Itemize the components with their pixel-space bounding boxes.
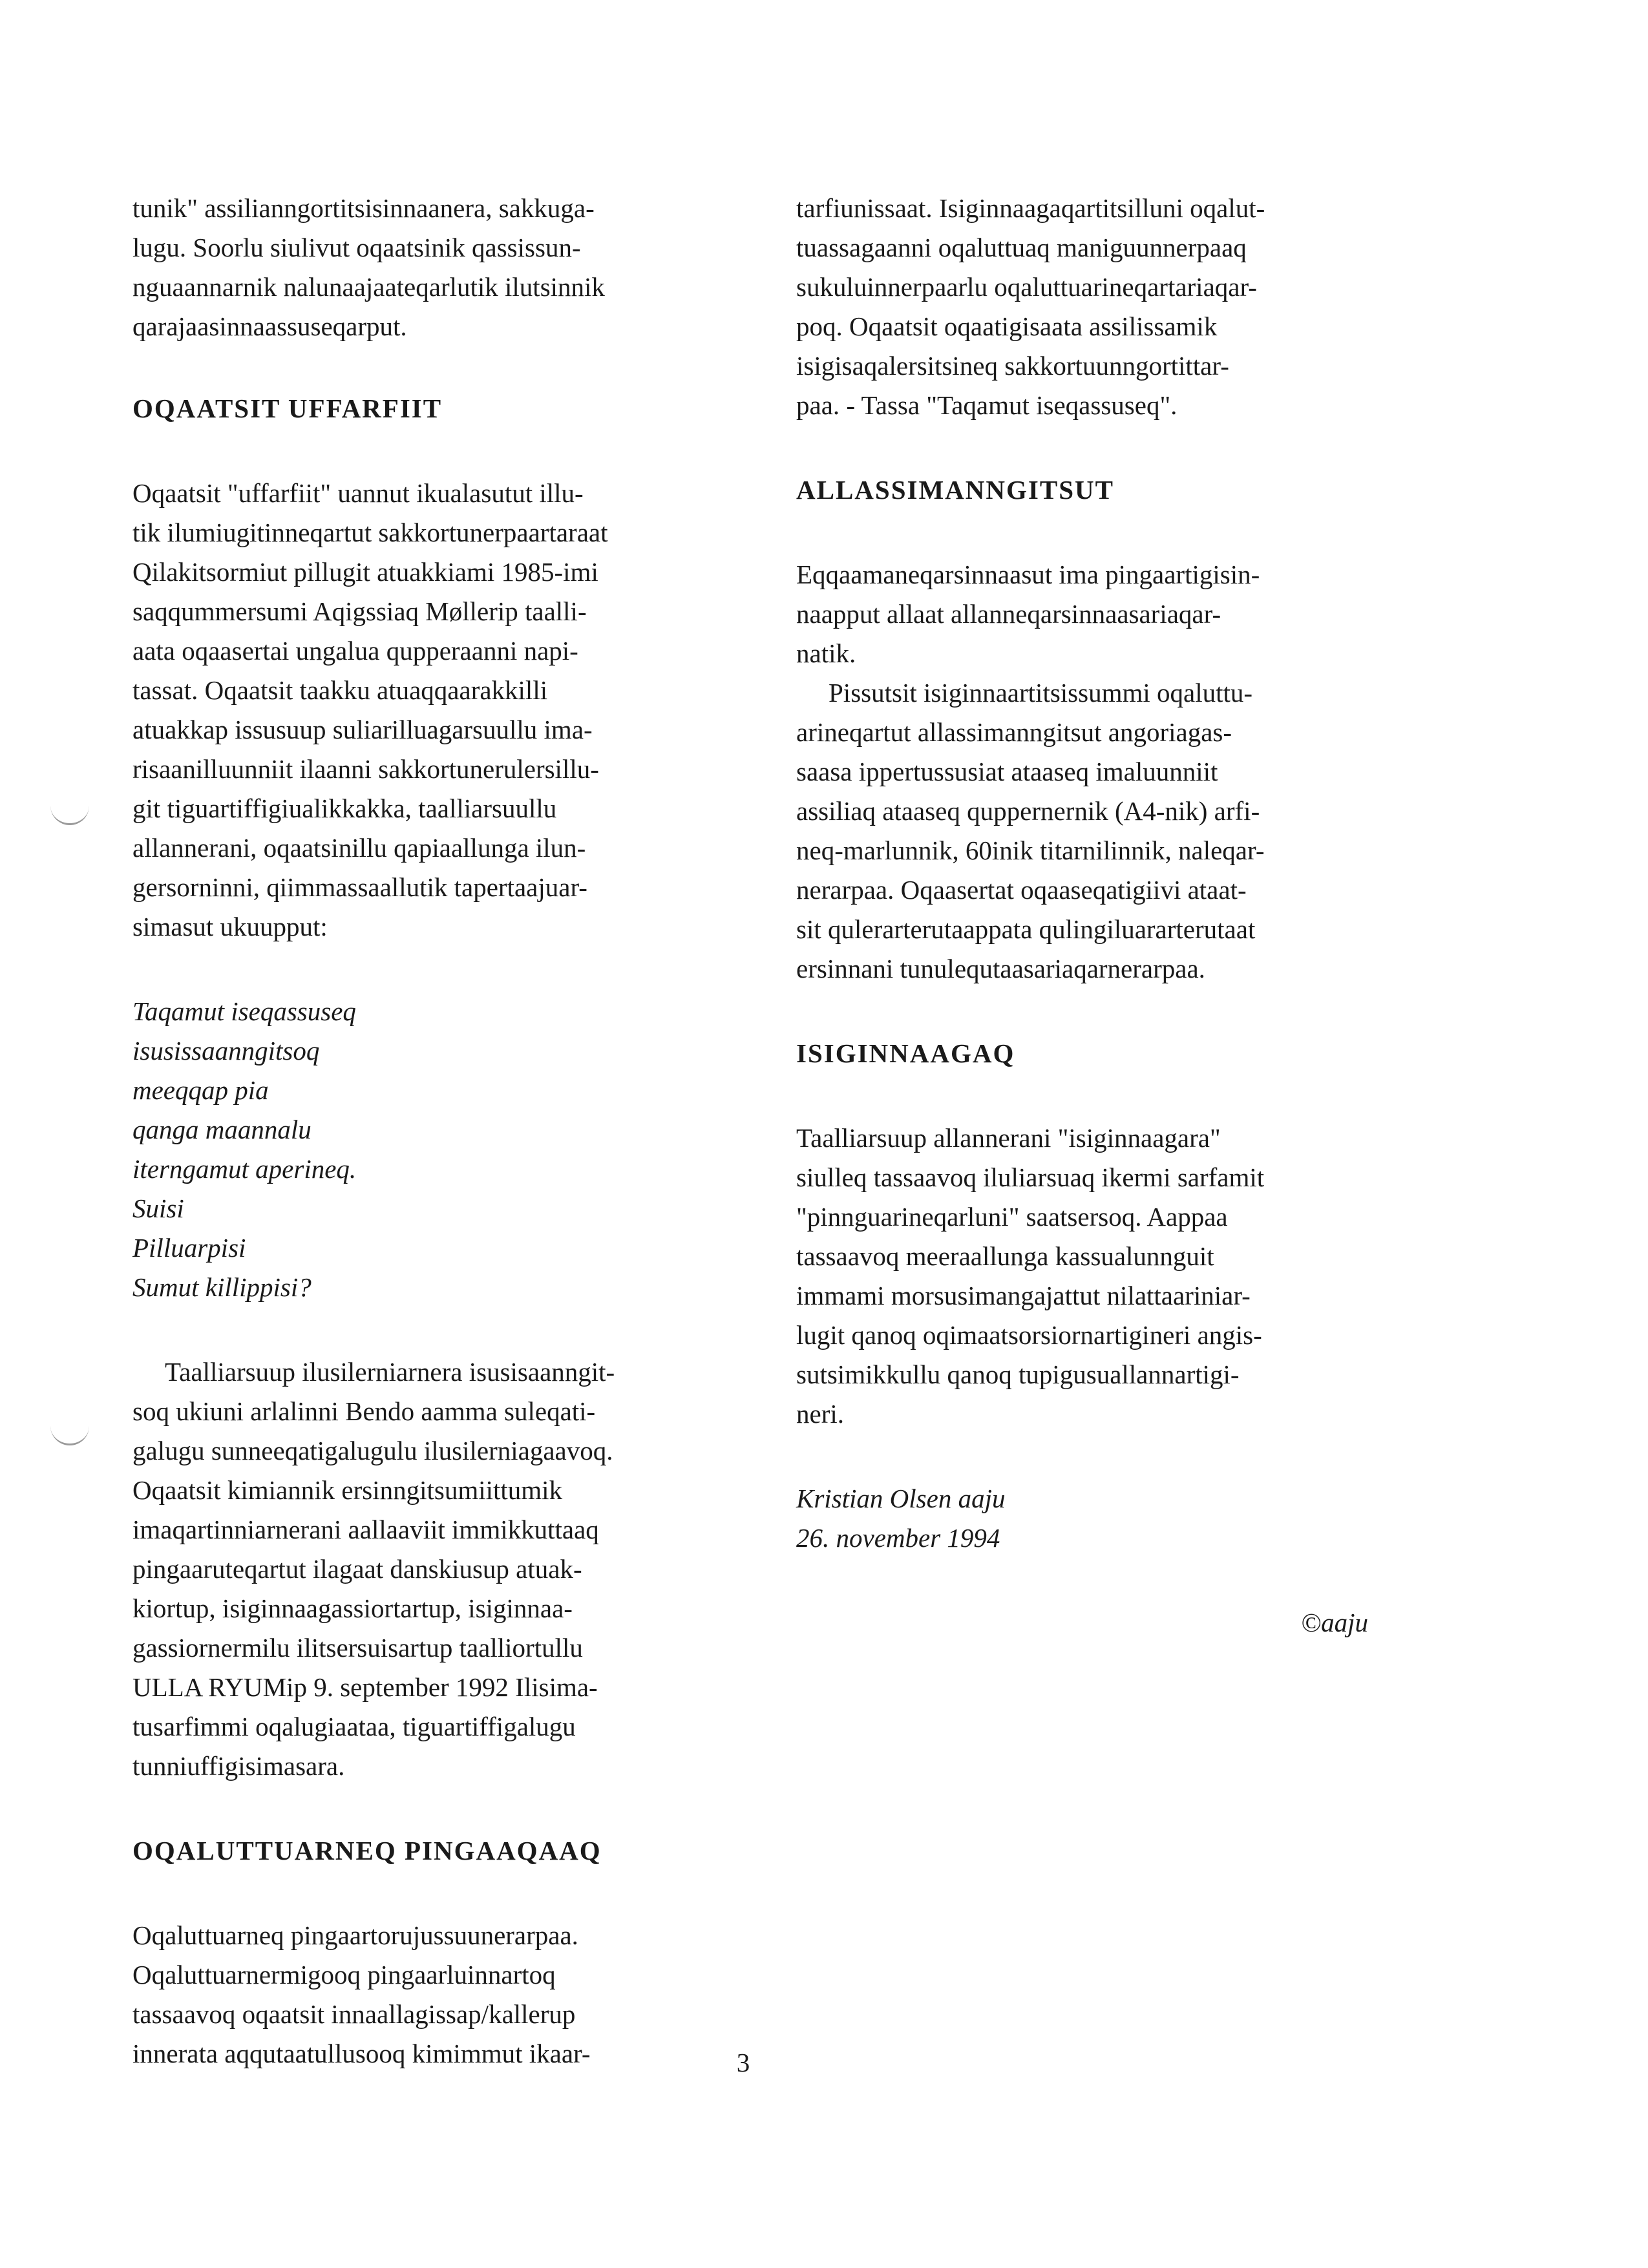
- text-line: siulleq tassaavoq iluliarsuaq ikermi sarfamit: [796, 1162, 1265, 1192]
- text-line: neri.: [796, 1399, 844, 1429]
- text-line: atuakkap issusuup suliarilluagarsuullu ima-: [132, 715, 593, 744]
- copyright-mark: ©aaju: [1300, 1608, 1368, 1637]
- text-line: tusarfimmi oqalugiaataa, tiguartiffigalugu: [132, 1712, 576, 1741]
- signature: [796, 1479, 1397, 1558]
- poem-line: isusissaanngitsoq: [132, 1036, 320, 1066]
- text-line: tarfiunissaat. Isiginnaagaqartitsilluni oqalut-: [796, 193, 1265, 223]
- text-line: paa. - Tassa "Taqamut iseqassuseq".: [796, 390, 1178, 420]
- text-line: sit qulerarterutaappata qulingiluararterutaat: [796, 914, 1256, 944]
- text-line: simasut ukuupput:: [132, 912, 328, 941]
- section-heading-allassimanngitsut: ALLASSIMANNGITSUT: [796, 475, 1114, 505]
- punch-hole-mark: [50, 801, 89, 825]
- text-line: git tiguartiffigiualikkakka, taalliarsuullu: [132, 793, 557, 823]
- text-line: poq. Oqaatsit oqaatigisaata assilissamik: [796, 311, 1218, 341]
- punch-hole-mark: [50, 1422, 89, 1445]
- author-line: Kristian Olsen aaju: [796, 1484, 1006, 1513]
- text-line: imaqartinniarnerani aallaaviit immikkuttaaq: [132, 1515, 599, 1544]
- text-line: tunik" assilianngortitsisinnaanera, sakkuga-: [132, 193, 595, 223]
- text-line: neq-marlunnik, 60inik titarnilinnik, naleqar-: [796, 835, 1265, 865]
- text-line: galugu sunneeqatigalugulu ilusilerniagaavoq.: [132, 1436, 613, 1465]
- text-line: "pinnguarineqarluni" saatsersoq. Aappaa: [796, 1202, 1228, 1232]
- text-line: immami morsusimangajattut nilattaariniar-: [796, 1281, 1251, 1310]
- text-line: allannerani, oqaatsinillu qapiaallunga ilun-: [132, 833, 586, 863]
- poem-line: Suisi: [132, 1193, 184, 1223]
- poem-line: iterngamut aperineq.: [132, 1154, 357, 1184]
- poem-line: Pilluarpisi: [132, 1233, 246, 1263]
- text-line: kiortup, isiginnaagassiortartup, isiginnaa-: [132, 1593, 573, 1623]
- text-line: sukuluinnerpaarlu oqaluttuarineqartariaqar-: [796, 272, 1257, 302]
- text-line: lugit qanoq oqimaatsorsiornartigineri angis-: [796, 1320, 1262, 1350]
- text-line: saqqummersumi Aqigssiaq Møllerip taalli-: [132, 596, 587, 626]
- date-line: 26. november 1994: [796, 1523, 1000, 1553]
- text-line: tassat. Oqaatsit taakku atuaqqaarakkilli: [132, 675, 548, 705]
- text-line: risaanilluunniit ilaanni sakkortunerulersillu-: [132, 754, 599, 784]
- intro-paragraph: [132, 189, 734, 346]
- text-line: Eqqaamaneqarsinnaasut ima pingaartigisin-: [796, 560, 1260, 589]
- text-line: assiliaq ataaseq quppernernik (A4-nik) arfi-: [796, 796, 1260, 826]
- text-line: ersinnani tunulequtaasariaqarnerarpaa.: [796, 954, 1205, 983]
- text-line: pingaaruteqartut ilagaat danskiusup atuak-: [132, 1554, 582, 1584]
- left-column: [132, 189, 734, 2074]
- poem-line: meeqqap pia: [132, 1075, 269, 1105]
- text-line: Qilakitsormiut pillugit atuakkiami 1985-imi: [132, 557, 598, 587]
- section3-paragraph: [796, 555, 1397, 673]
- section-heading-oqaluttuarneq-pingaaqaaq: OQALUTTUARNEQ PINGAAQAAQ: [132, 1836, 602, 1865]
- section-heading-isiginnaagaq: ISIGINNAAGAQ: [796, 1038, 1015, 1068]
- text-line: Oqaluttuarneq pingaartorujussuunerarpaa.: [132, 1920, 578, 1950]
- text-line: Taalliarsuup ilusilerniarnera isusisaanngit-: [165, 1357, 615, 1387]
- text-line: gersorninni, qiimmassaallutik tapertaajuar-: [132, 872, 587, 902]
- text-line: natik.: [796, 638, 856, 668]
- poem-line: qanga maannalu: [132, 1115, 312, 1144]
- text-line: naapput allaat allanneqarsinnaasariaqar-: [796, 599, 1221, 629]
- poem-line: Taqamut iseqassuseq: [132, 996, 356, 1026]
- text-line: tassaavoq meeraallunga kassualunnguit: [796, 1241, 1214, 1271]
- section1-paragraph-2: [132, 1352, 734, 1786]
- poem: [132, 992, 734, 1307]
- text-line: lugu. Soorlu siulivut oqaatsinik qassissun-: [132, 233, 581, 262]
- section1-paragraph: [132, 474, 734, 947]
- right-column: [796, 189, 1397, 1643]
- page-number: 3: [736, 2048, 750, 2077]
- text-line: tassaavoq oqaatsit innaallagissap/kallerup: [132, 1999, 576, 2029]
- text-line: Oqaatsit "uffarfiit" uannut ikualasutut illu-: [132, 478, 584, 508]
- text-line: tuassagaanni oqaluttuaq maniguunnerpaaq: [796, 233, 1247, 262]
- section4-paragraph: [796, 1118, 1397, 1434]
- section3-paragraph-2: [796, 673, 1397, 989]
- text-line: tunniuffigisimasara.: [132, 1751, 345, 1781]
- text-line: arineqartut allassimanngitsut angoriagas-: [796, 717, 1232, 747]
- text-line: gassiornermilu ilitsersuisartup taalliortullu: [132, 1633, 583, 1663]
- text-line: Oqaatsit kimiannik ersinngitsumiittumik: [132, 1475, 563, 1505]
- text-line: qarajaasinnaassuseqarput.: [132, 311, 407, 341]
- text-line: aata oqaasertai ungalua qupperaanni napi-: [132, 636, 578, 666]
- continued-paragraph: [796, 189, 1397, 425]
- text-line: soq ukiuni arlalinni Bendo aamma suleqati-: [132, 1396, 596, 1426]
- text-line: Oqaluttuarnermigooq pingaarluinnartoq: [132, 1960, 556, 1990]
- text-line: saasa ippertussusiat ataaseq imaluunniit: [796, 757, 1218, 786]
- text-line: sutsimikkullu qanoq tupigusuallannartigi-: [796, 1360, 1240, 1389]
- section2-paragraph: [132, 1916, 734, 2074]
- section-heading-oqaatsit-uffarfiit: OQAATSIT UFFARFIIT: [132, 394, 443, 423]
- text-line: nerarpaa. Oqaasertat oqaaseqatigiivi ataat-: [796, 875, 1247, 905]
- text-line: nguaannarnik nalunaajaateqarlutik ilutsinnik: [132, 272, 605, 302]
- text-line: Taalliarsuup allannerani "isiginnaagara": [796, 1123, 1221, 1153]
- text-line: isigisaqalersitsineq sakkortuunngortittar-: [796, 351, 1229, 381]
- text-line: Pissutsit isiginnaartitsissummi oqaluttu-: [829, 678, 1253, 708]
- text-line: ULLA RYUMip 9. september 1992 Ilisima-: [132, 1672, 598, 1702]
- poem-line: Sumut killippisi?: [132, 1272, 312, 1302]
- text-line: innerata aqqutaatullusooq kimimmut ikaar-: [132, 2039, 591, 2068]
- text-line: tik ilumiugitinneqartut sakkortunerpaartaraat: [132, 518, 608, 547]
